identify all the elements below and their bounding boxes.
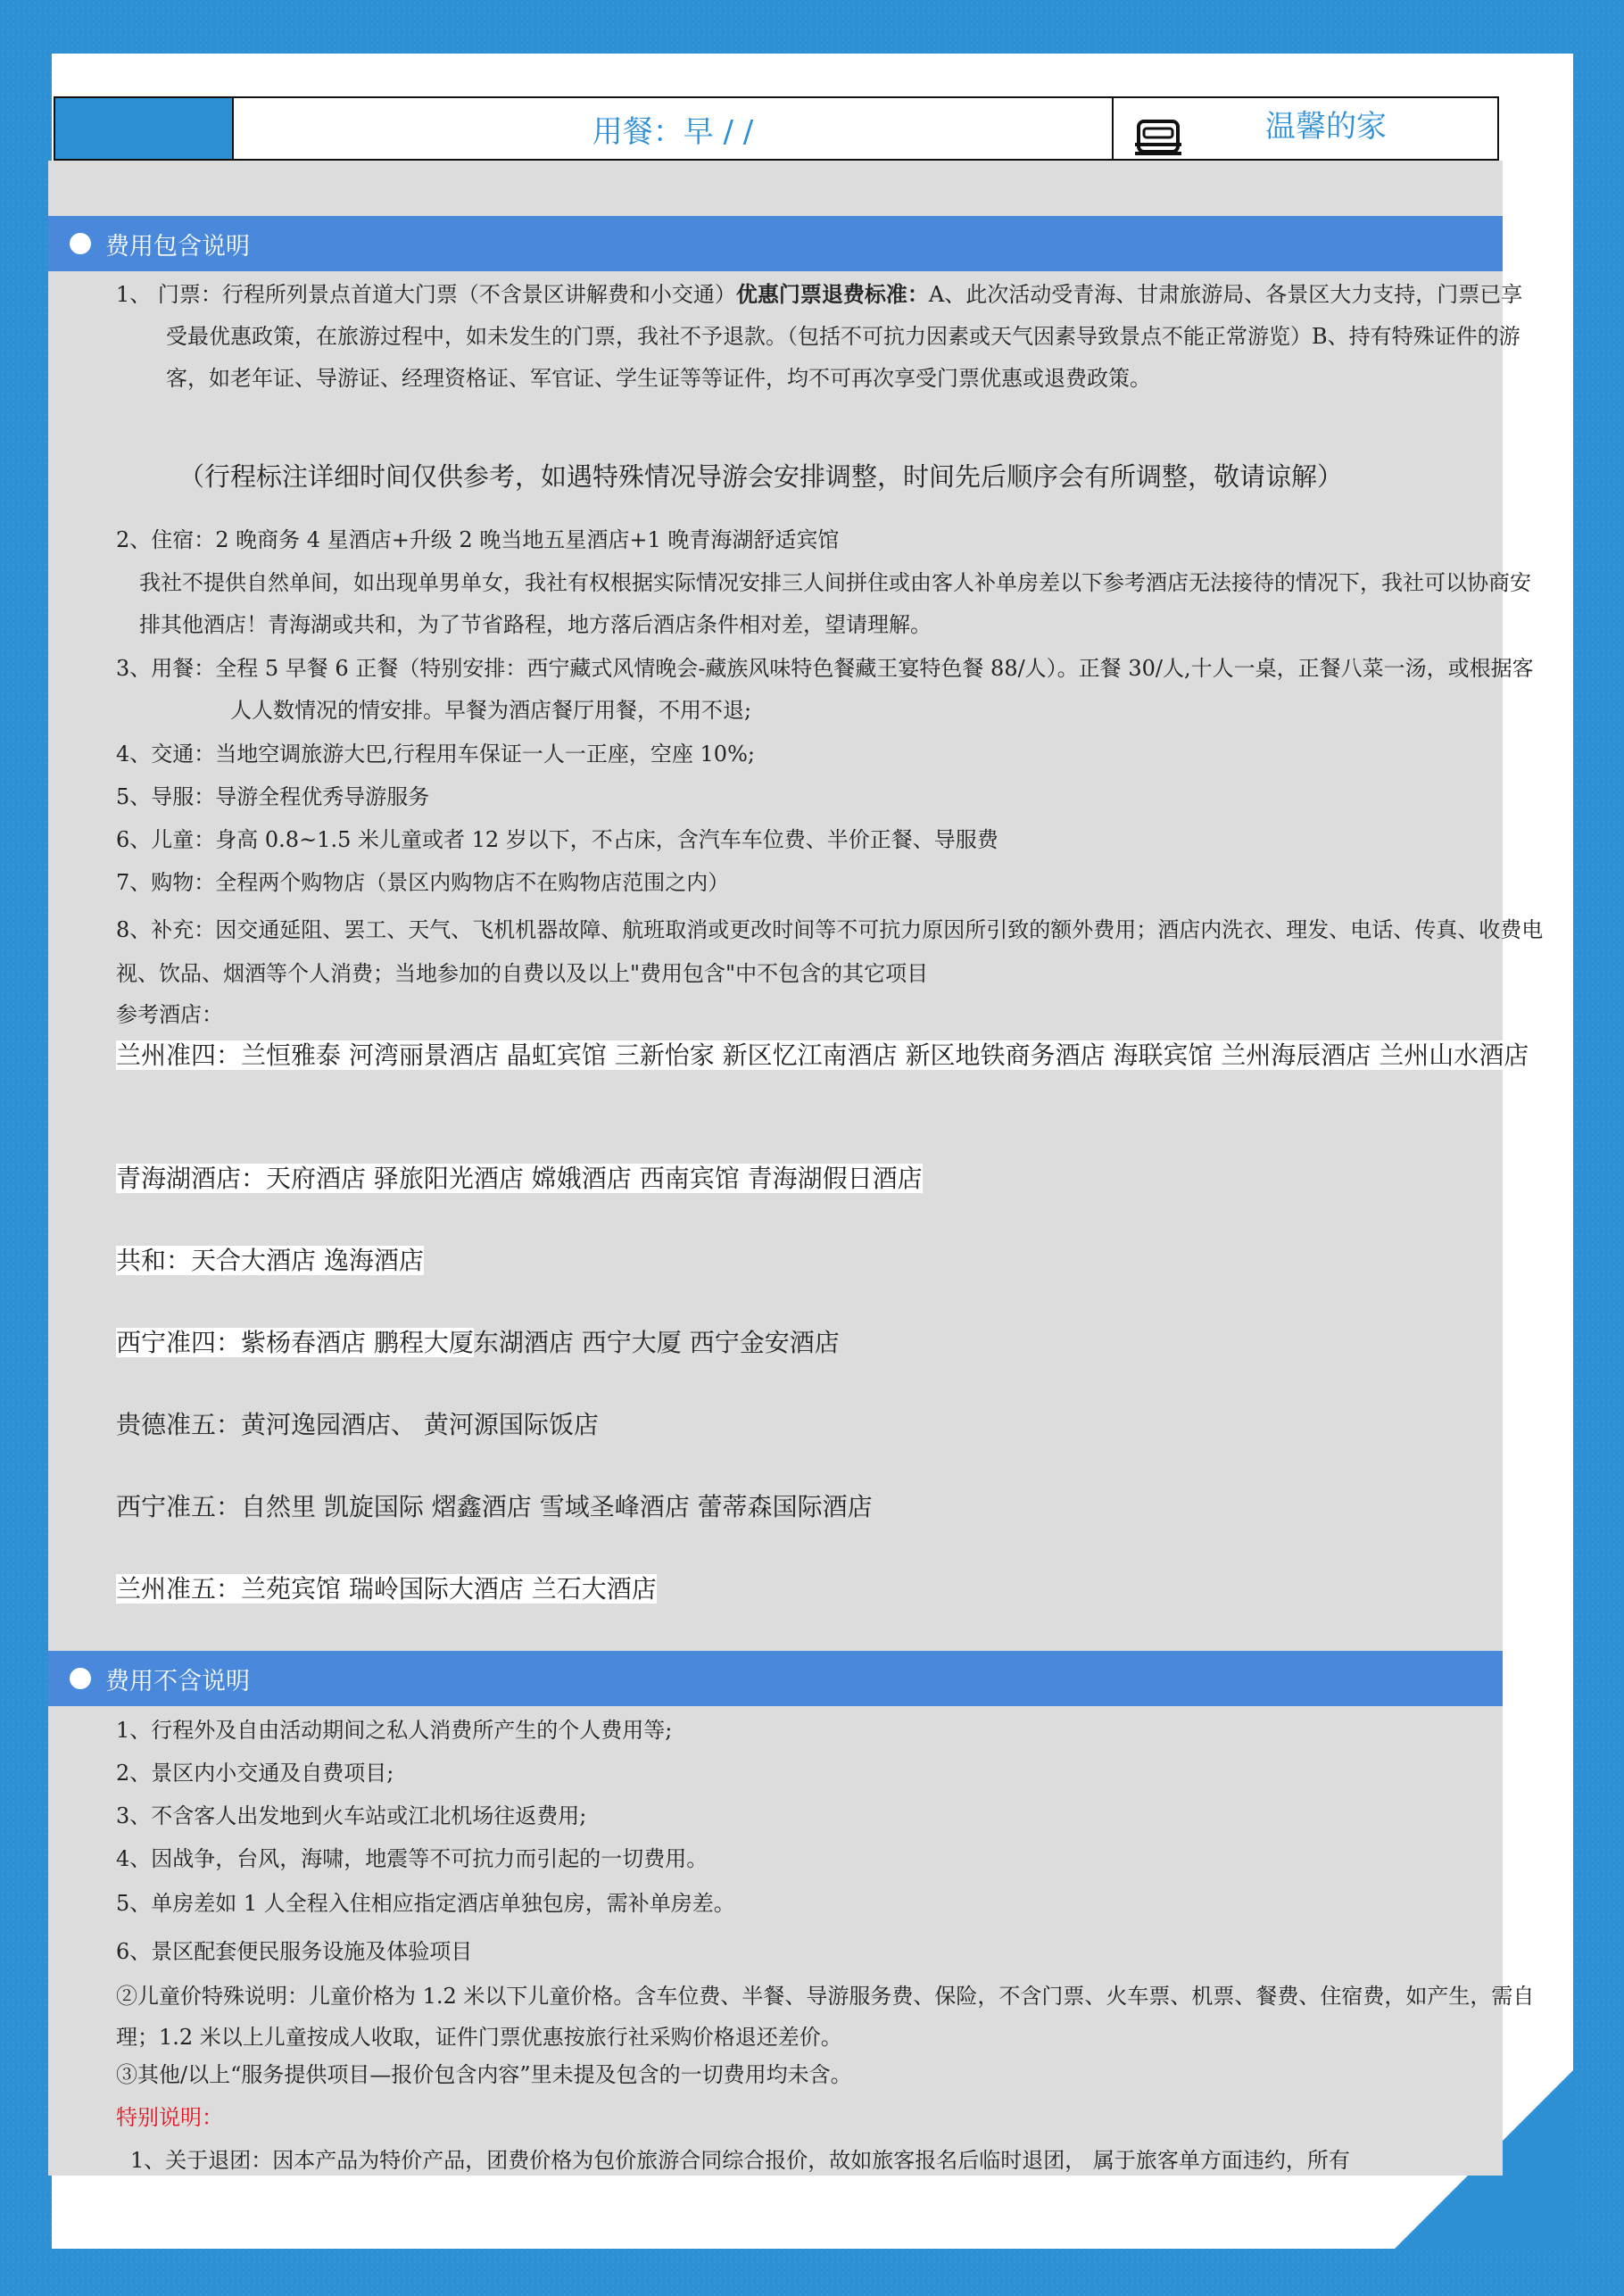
excluded-item: 4、因战争，台风，海啸，地震等不可抗力而引起的一切费用。	[116, 1846, 708, 1871]
hotels-xining-5star: 西宁准五：自然里 凯旋国际 熠鑫酒店 雪域圣峰酒店 蕾蒂森国际酒店	[116, 1492, 873, 1521]
hotels-gonghe	[116, 1240, 424, 1281]
included-item-shopping: 7、购物：全程两个购物店（景区内购物店不在购物店范围之内）	[116, 870, 730, 895]
hotels-guide-5star: 贵德准五：黄河逸园酒店、 黄河源国际饭店	[116, 1410, 599, 1439]
lodging-detail: 我社不提供自然单间，如出现单男单女，我社有权根据实际情况安排三人间拼住或由客人补单房差以下参考酒店无法接待的情况下，我社可以协商安排其他酒店！青海湖或共和，为了节省路程，地方落后酒店条件相对差，望请理解。	[139, 570, 1531, 637]
schedule-note: （行程标注详细时间仅供参考，如遇特殊情况导游会安排调整，时间先后顺序会有所调整，敬请谅解）	[178, 461, 1344, 492]
hotels-xining-4star-b: 东湖酒店 西宁大厦 西宁金安酒店	[473, 1328, 840, 1357]
included-item-guide: 5、导服：导游全程优秀导游服务	[116, 784, 430, 809]
excluded-item: 5、单房差如 1 人全程入住相应指定酒店单独包房，需补单房差。	[116, 1891, 735, 1916]
included-item-transport: 4、交通：当地空调旅游大巴,行程用车保证一人一正座，空座 10%;	[116, 742, 755, 767]
special-notes-label: 特别说明：	[116, 2105, 223, 2130]
header-color-block	[55, 98, 234, 159]
included-item-lodging: 2、住宿：2 晚商务 4 星酒店+升级 2 晚当地五星酒店+1 晚青海湖舒适宾馆	[116, 527, 840, 552]
hotels-lanzhou-4star-text: 兰州准四：兰恒雅泰 河湾丽景酒店 晶虹宾馆 三新怡家 新区忆江南酒店 新区地铁商务酒店 海联宾馆 兰州海辰酒店 兰州山水酒店	[116, 1040, 1529, 1070]
special-note-refund: 1、关于退团：因本产品为特价产品，团费价格为包价旅游合同综合报价，故如旅客报名后临时退团， 属于旅客单方面违约，所有	[130, 2148, 1350, 2173]
section-excluded-header	[48, 1651, 1503, 1706]
hotels-lanzhou-5star	[116, 1569, 657, 1610]
refund-standard-text: A、此次活动受青海、甘肃旅游局、各景区大力支持，门票已享受最优惠政策，在旅游过程中，如未发生的门票，我社不予退款。（包括不可抗力因素或天气因素导致景点不能正常游览）B、持有特殊证件的游客，如老年证、导游证、经理资格证、军官证、学生证等等证件，均不可再次享受门票优惠或退费政策。	[166, 282, 1523, 391]
excluded-item: 6、景区配套便民服务设施及体验项目	[116, 1939, 473, 1964]
tickets-text: 1、 门票：行程所列景点首道大门票（不含景区讲解费和小交通）	[116, 282, 736, 307]
child-price-note: ②儿童价特殊说明：儿童价格为 1.2 米以下儿童价格。含车位费、半餐、导游服务费、保险，不含门票、火车票、机票、餐费、住宿费，如产生，需自理；1.2 米以上儿童按成人收取，证件门票优惠按旅行社采购价格退还差价。	[116, 1984, 1535, 2050]
other-exclusions-note: ③其他/以上“服务提供项目—报价包含内容”里未提及包含的一切费用均未含。	[116, 2062, 852, 2087]
bed-icon	[1133, 118, 1183, 162]
hotels-lanzhou-4star	[116, 1035, 1544, 1076]
excluded-item: 3、不含客人出发地到火车站或江北机场往返费用;	[116, 1803, 587, 1828]
itinerary-header-row	[54, 96, 1499, 161]
excluded-item: 2、景区内小交通及自费项目;	[116, 1761, 394, 1786]
section-title: 费用包含说明	[105, 232, 250, 261]
reference-hotels-label: 参考酒店：	[116, 1002, 223, 1027]
hotels-xining-4star	[116, 1322, 840, 1364]
meal-info: 用餐：早 / /	[234, 98, 1114, 159]
hotels-xining-4star-a: 西宁准四：紫杨春酒店 鹏程大厦	[116, 1328, 474, 1357]
refund-standard-label: 优惠门票退费标准：	[735, 281, 929, 307]
hotels-gonghe-text: 共和：天合大酒店 逸海酒店	[116, 1246, 424, 1275]
section-title: 费用不含说明	[105, 1667, 250, 1695]
accommodation-cell	[1114, 98, 1497, 159]
section-included-header	[48, 216, 1503, 271]
hotels-lanzhou-5star-text: 兰州准五：兰苑宾馆 瑞岭国际大酒店 兰石大酒店	[116, 1574, 657, 1604]
bullet-icon	[70, 1668, 91, 1689]
hotels-qinghai-lake-text: 青海湖酒店：天府酒店 驿旅阳光酒店 嫦娥酒店 西南宾馆 青海湖假日酒店	[116, 1164, 923, 1193]
accommodation-name: 温馨的家	[1265, 109, 1387, 145]
excluded-item: 1、行程外及自由活动期间之私人消费所产生的个人费用等;	[116, 1718, 673, 1743]
included-item-tickets	[116, 273, 1544, 400]
hotels-qinghai-lake	[116, 1158, 923, 1199]
included-item-children: 6、儿童：身高 0.8~1.5 米儿童或者 12 岁以下，不占床，含汽车车位费、半价正餐、导服费	[116, 827, 998, 852]
included-item-supplement: 8、补充：因交通延阻、罢工、天气、飞机机器故障、航班取消或更改时间等不可抗力原因所引致的额外费用；酒店内洗衣、理发、电话、传真、收费电视、饮品、烟酒等个人消费；当地参加的自费以及以上"费用包含"中不包含的其它项目	[116, 917, 1544, 986]
bullet-icon	[70, 233, 91, 254]
included-item-meals: 3、用餐：全程 5 早餐 6 正餐（特别安排：西宁藏式风情晚会-藏族风味特色餐藏王宴特色餐 88/人）。正餐 30/人,十人一桌，正餐八菜一汤，或根据客人人数情况的情安排。早餐为酒店餐厅用餐，不用不退;	[116, 656, 1534, 723]
